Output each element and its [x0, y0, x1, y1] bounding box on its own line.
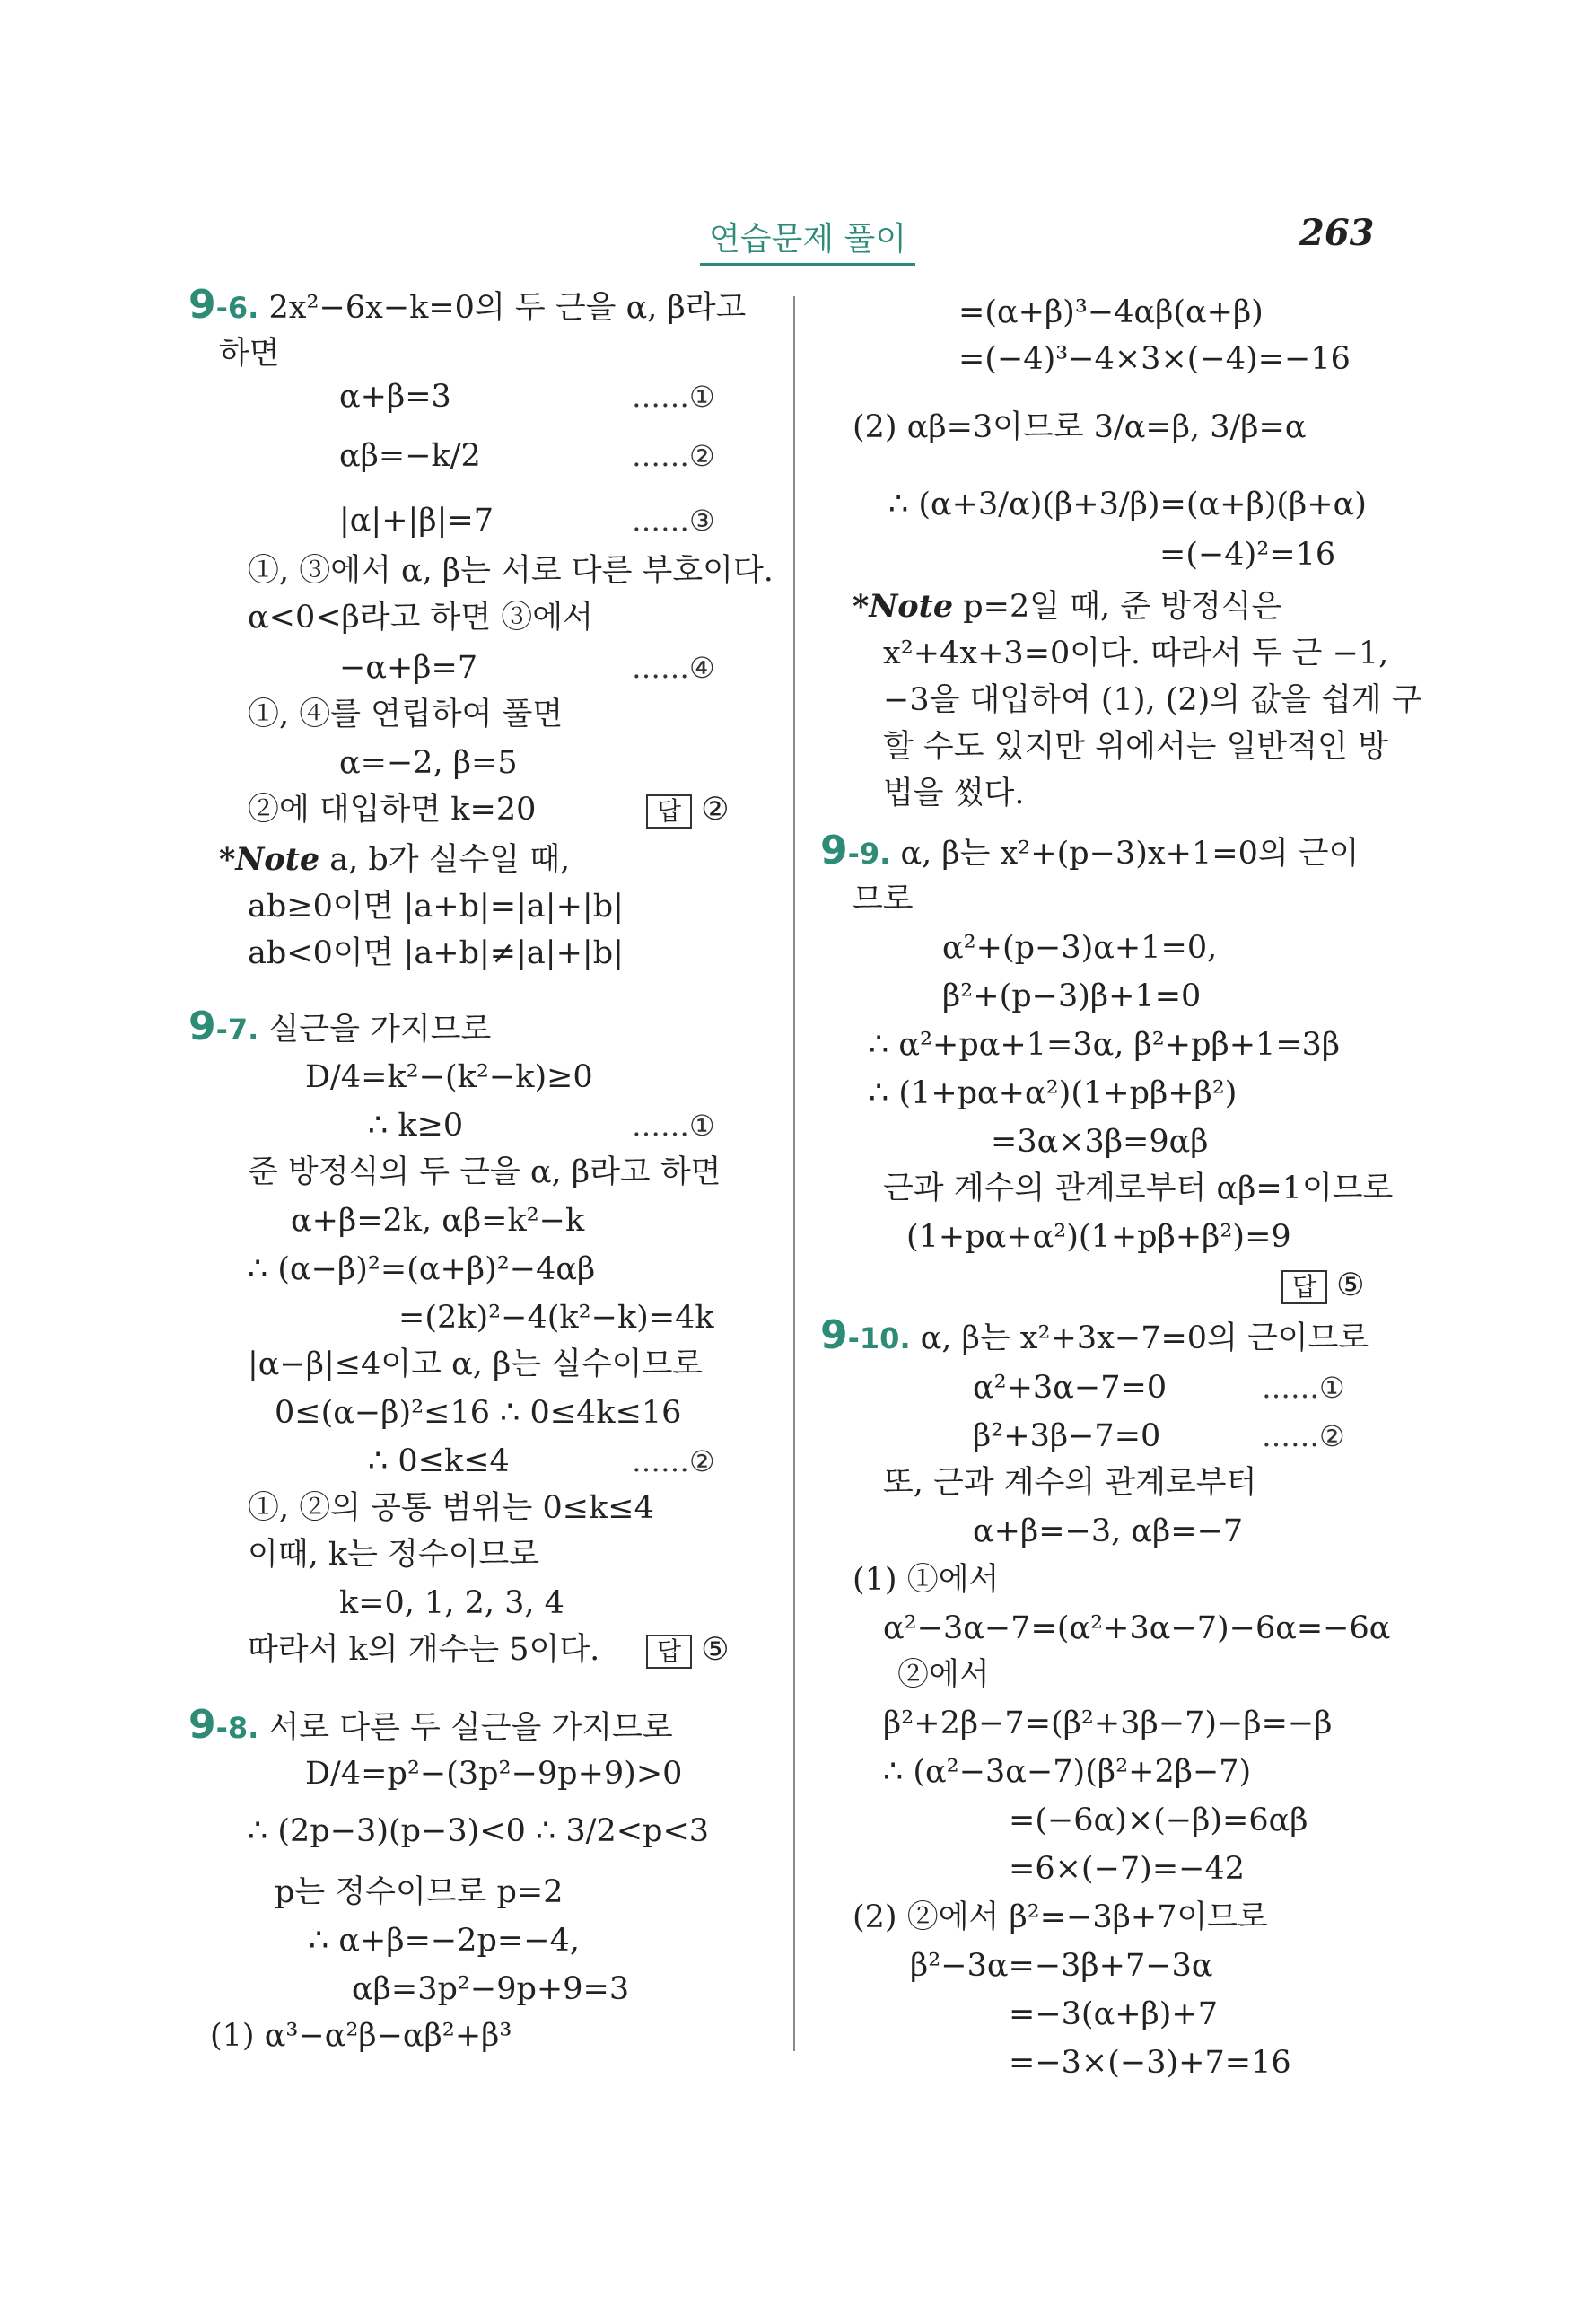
solution-line: α=−2, β=5	[339, 745, 518, 781]
solution-line: =3α×3β=9αβ	[991, 1124, 1209, 1160]
note-label: *Note	[853, 588, 954, 625]
solution-line: α²+3α−7=0	[973, 1370, 1168, 1406]
solution-line: |α−β|≤4이고 α, β는 실수이므로	[248, 1346, 704, 1382]
page-header-title: 연습문제 풀이	[700, 214, 915, 266]
solution-line: β²+(p−3)β+1=0	[942, 978, 1202, 1014]
solution-line: 9-9. α, β는 x²+(p−3)x+1=0의 근이	[820, 828, 1360, 873]
solution-line: x²+4x+3=0이다. 따라서 두 근 −1,	[883, 636, 1389, 671]
solution-line: α+β=−3, αβ=−7	[973, 1513, 1244, 1549]
solution-line: ∴ (2p−3)(p−3)<0 ∴ 3/2<p<3	[248, 1813, 710, 1849]
solution-line: (1) α³−α²β−αβ²+β³	[210, 2018, 512, 2054]
solution-line: α²−3α−7=(α²+3α−7)−6α=−6α	[883, 1610, 1391, 1646]
solution-line: ①, ③에서 α, β는 서로 다른 부호이다.	[248, 553, 774, 589]
problem-number: 9-6.	[188, 282, 259, 328]
solution-line: 또, 근과 계수의 관계로부터	[883, 1465, 1257, 1501]
solution-line: ∴ α²+pα+1=3α, β²+pβ+1=3β	[869, 1027, 1341, 1063]
solution-line: =−3×(−3)+7=16	[1009, 2045, 1291, 2081]
solution-line: α+β=3	[339, 379, 451, 415]
equation-marker: ……①	[632, 380, 715, 414]
solution-line: (2) ②에서 β²=−3β+7이므로	[853, 1899, 1268, 1935]
solution-line: 따라서 k의 개수는 5이다.	[248, 1632, 600, 1668]
solution-line: 9-6. 2x²−6x−k=0의 두 근을 α, β라고	[188, 282, 747, 328]
solution-line: β²+2β−7=(β²+3β−7)−β=−β	[883, 1706, 1333, 1741]
solution-line: 므로	[853, 881, 914, 917]
solution-line: 할 수도 있지만 위에서는 일반적인 방	[883, 729, 1388, 765]
problem-number: 9-10.	[820, 1312, 911, 1358]
equation-marker: ……①	[632, 1109, 715, 1143]
solution-line: ①, ②의 공통 범위는 0≤k≤4	[248, 1490, 654, 1526]
solution-line: =(−4)³−4×3×(−4)=−16	[958, 341, 1351, 377]
solution-line: 9-7. 실근을 가지므로	[188, 1004, 492, 1049]
solution-line: (1+pα+α²)(1+pβ+β²)=9	[906, 1219, 1291, 1255]
solution-line: k=0, 1, 2, 3, 4	[339, 1585, 564, 1621]
solution-line: =6×(−7)=−42	[1009, 1851, 1246, 1887]
page-number: 263	[1299, 212, 1375, 254]
solution-line: β²+3β−7=0	[973, 1418, 1161, 1454]
answer-badge: 답 ⑤	[646, 1630, 729, 1670]
solution-line: β²−3α=−3β+7−3α	[910, 1948, 1213, 1984]
note-label: *Note	[219, 841, 320, 878]
solution-line: αβ=−k/2	[339, 438, 481, 474]
equation-marker: ……③	[632, 504, 715, 538]
solution-line: |α|+|β|=7	[339, 503, 494, 539]
solution-line: D/4=k²−(k²−k)≥0	[305, 1059, 593, 1095]
problem-number: 9-7.	[188, 1004, 259, 1049]
solution-line: ∴ k≥0	[368, 1108, 464, 1144]
answer-badge: 답 ②	[646, 790, 729, 829]
solution-line: ∴ (α²−3α−7)(β²+2β−7)	[883, 1754, 1252, 1790]
equation-marker: ……②	[632, 439, 715, 473]
solution-line: p는 정수이므로 p=2	[275, 1874, 564, 1910]
solution-line: =(−6α)×(−β)=6αβ	[1009, 1802, 1308, 1838]
solution-line: 9-10. α, β는 x²+3x−7=0의 근이므로	[820, 1312, 1369, 1358]
equation-marker: ……②	[1262, 1419, 1345, 1453]
solution-line: 이때, k는 정수이므로	[248, 1537, 540, 1573]
solution-line: αβ=3p²−9p+9=3	[352, 1971, 630, 2007]
solution-line: =(α+β)³−4αβ(α+β)	[958, 294, 1264, 330]
equation-marker: ……④	[632, 651, 715, 685]
equation-marker: ……②	[632, 1444, 715, 1478]
solution-line: ∴ α+β=−2p=−4,	[309, 1923, 580, 1959]
solution-line: =(2k)²−4(k²−k)=4k	[398, 1300, 714, 1336]
solution-line: =(−4)²=16	[1159, 537, 1336, 573]
solution-line: ∴ (1+pα+α²)(1+pβ+β²)	[869, 1075, 1238, 1111]
solution-line: 근과 계수의 관계로부터 αβ=1이므로	[883, 1171, 1394, 1206]
problem-number: 9-9.	[820, 828, 891, 873]
solution-line: 0≤(α−β)²≤16 ∴ 0≤4k≤16	[275, 1395, 682, 1431]
solution-line: *Note a, b가 실수일 때,	[219, 841, 571, 878]
solution-line: 법을 썼다.	[883, 776, 1025, 811]
solution-line: ②에 대입하면 k=20	[248, 792, 537, 828]
solution-line: (1) ①에서	[853, 1562, 1000, 1598]
solution-line: −3을 대입하여 (1), (2)의 값을 쉽게 구	[883, 682, 1422, 718]
problem-number: 9-8.	[188, 1702, 259, 1748]
solution-line: −α+β=7	[339, 650, 478, 686]
solution-line: *Note p=2일 때, 준 방정식은	[853, 588, 1282, 625]
solution-line: α²+(p−3)α+1=0,	[942, 930, 1218, 966]
solution-line: ab<0이면 |a+b|≠|a|+|b|	[248, 935, 624, 971]
solution-line: α<0<β라고 하면 ③에서	[248, 600, 593, 636]
solution-line: α+β=2k, αβ=k²−k	[291, 1203, 585, 1239]
column-divider	[793, 296, 795, 2051]
solution-line: D/4=p²−(3p²−9p+9)>0	[305, 1756, 683, 1792]
solution-line: ∴ 0≤k≤4	[368, 1443, 510, 1479]
solution-line: (2) αβ=3이므로 3/α=β, 3/β=α	[853, 409, 1307, 445]
solution-line: ∴ (α−β)²=(α+β)²−4αβ	[248, 1251, 596, 1287]
answer-badge: 답 ⑤	[1281, 1266, 1364, 1305]
equation-marker: ……①	[1262, 1371, 1345, 1405]
solution-line: 하면	[219, 336, 280, 372]
solution-line: ab≥0이면 |a+b|=|a|+|b|	[248, 889, 624, 925]
solution-line: 준 방정식의 두 근을 α, β라고 하면	[248, 1154, 722, 1190]
solution-line: =−3(α+β)+7	[1009, 1996, 1219, 2032]
solution-line: ①, ④를 연립하여 풀면	[248, 697, 564, 732]
solution-line: 9-8. 서로 다른 두 실근을 가지므로	[188, 1702, 673, 1748]
solution-line: ∴ (α+3/α)(β+3/β)=(α+β)(β+α)	[888, 487, 1367, 522]
solution-line: ②에서	[897, 1657, 990, 1693]
